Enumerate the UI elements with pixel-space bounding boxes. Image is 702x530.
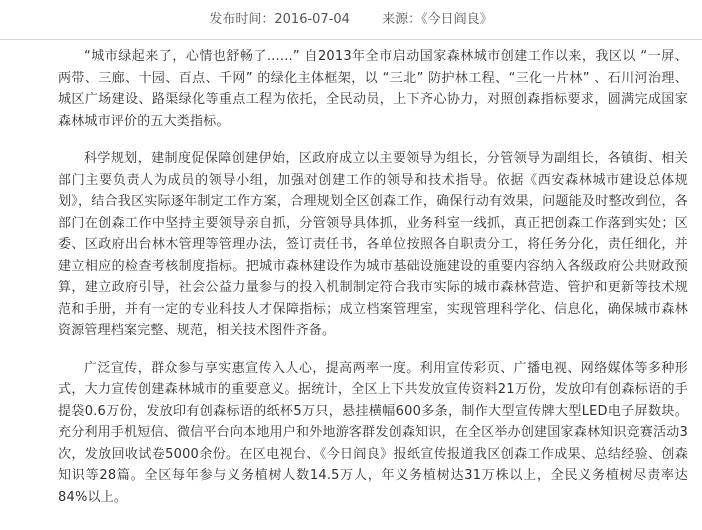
article-paragraph-intro: “城市绿起来了，心情也舒畅了......” 自2013年全市启动国家森林城市创建工作以来，我区以 “一屏、两带、三廊、十园、百点、千网” 的绿化主体框架，以 “三北” 防护林工程、“三化一片林” 、石川河治理、城区广场建设、路渠绿化等重点工程为依托，全民动员，上下齐心协力，对照创森指标要求，圆满完成国家森林城市评价的五大类指标。 xyxy=(58,49,688,129)
article-meta-bar xyxy=(0,0,702,40)
article-source: 来源：《今日阎良》 xyxy=(382,12,493,27)
article-paragraph-planning: 科学规划，建制度促保障创建伊始，区政府成立以主要领导为组长，分管领导为副组长，各镇街、相关部门主要负责人为成员的领导小组，加强对创建工作的领导和技术指导。依据《西安森林城市建设总体规划》，结合我区实际逐年制定工作方案，合理规划全区创森工作，确保行动有效果，问题能及时整改到位，各部门在创森工作中坚持主要领导亲自抓，分管领导具体抓，业务科室一线抓，真正把创森工作落到实处；区委、区政府出台林木管理等管理办法，签订责任书，各单位按照各自职责分工，将任务分化，责任细化，并建立相应的检查考核制度指标。把城市森林建设作为城市基础设施建设的重要内容纳入各级政府公共财政预算，建立政府引导，社会公益力量参与的投入机制制定符合我市实际的城市森林营造、管护和更新等技术规范和手册，并有一定的专业科技人才保障指标；成立档案管理室，实现管理科学化、信息化，确保城市森林资源管理档案完整、规范，相关技术图件齐备。 xyxy=(58,151,688,338)
publish-time: 发布时间：2016-07-04 xyxy=(209,12,350,27)
article-body xyxy=(58,46,688,508)
article-paragraph-publicity: 广泛宣传，群众参与享实惠宣传入人心，提高两率一度。利用宣传彩页、广播电视、网络媒体等多种形式，大力宣传创建森林城市的重要意义。据统计，全区上下共发放宣传资料21万份，发放印有创森标语的手提袋0.6万份，发放印有创森标语的纸杯5万只，悬挂横幅600多条，制作大型宣传牌大型LED电子屏数块。充分利用手机短信、微信平台向本地用户和外地游客群发创森知识，在全区举办创建国家森林知识竞赛活动3次，发放回收试卷5000余份。在区电视台、《今日阎良》报纸宣传报道我区创森工作成果、总结经验、创森知识等28篇。全区每年参与义务植树人数14.5万人，年义务植树达31万株以上，全民义务植树尽责率达84%以上。 xyxy=(58,360,688,505)
